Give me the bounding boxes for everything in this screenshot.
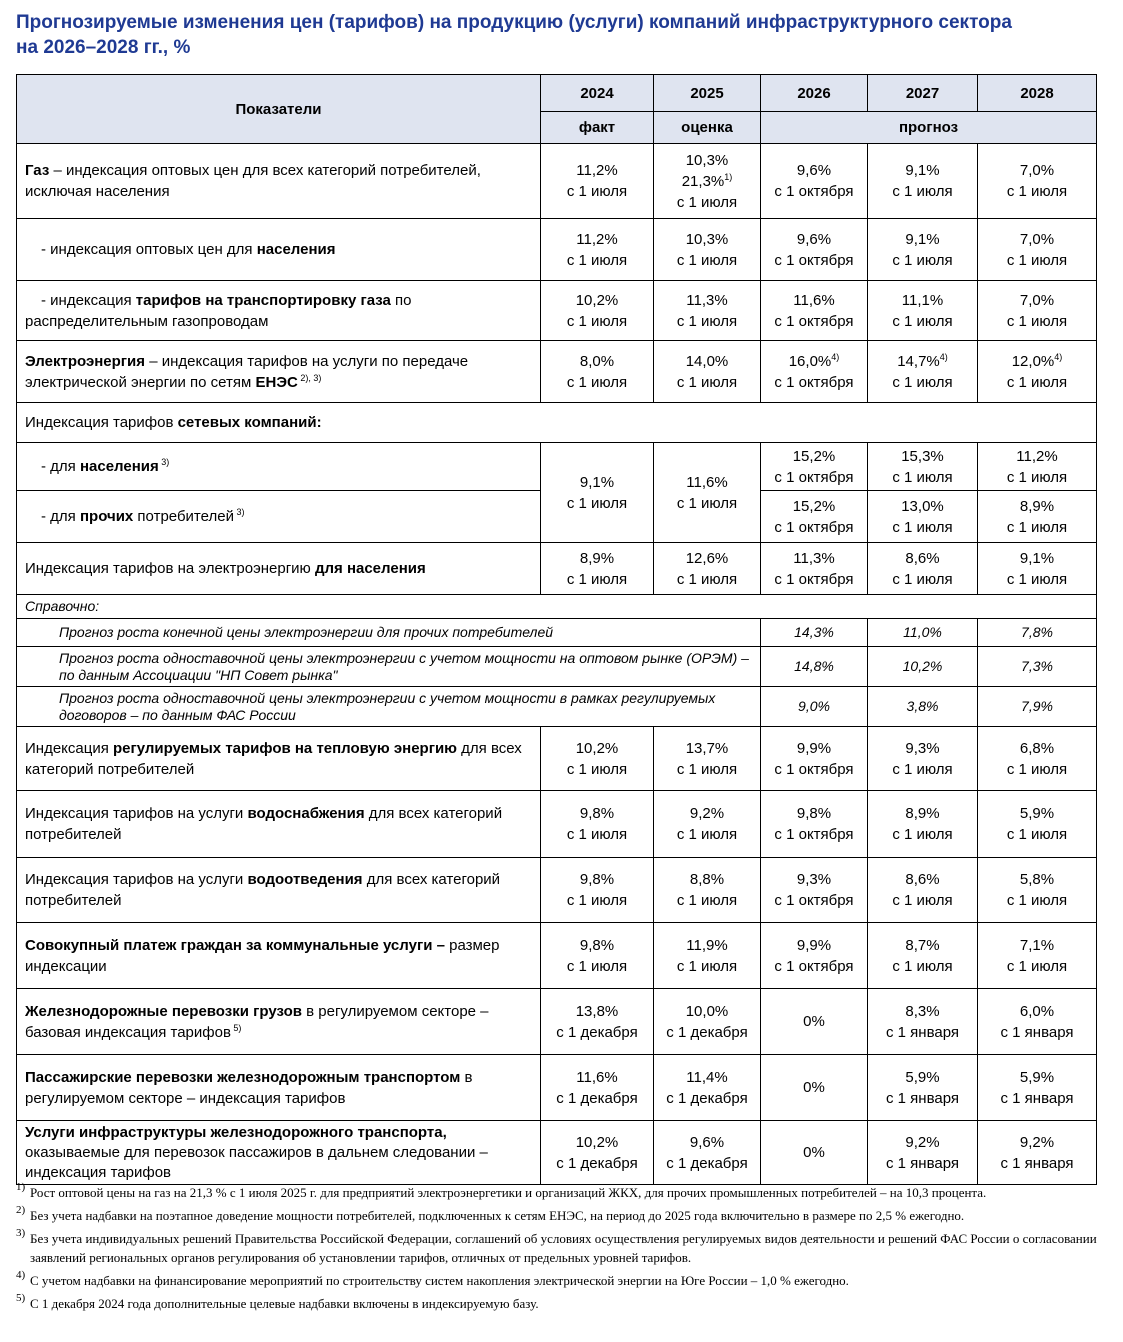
title-line-1: Прогнозируемые изменения цен (тарифов) на продукцию (услуги) компаний инфраструктурного сектора <box>16 12 1012 33</box>
header-year-2025: 2025 <box>654 75 761 112</box>
cell-2025: 11,4% с 1 декабря <box>654 1055 761 1121</box>
row-label <box>17 144 541 219</box>
cell-2025: 11,9% с 1 июля <box>654 923 761 989</box>
cell-2026: 15,2% с 1 октября <box>761 443 868 491</box>
cell-2028: 11,2% с 1 июля <box>978 443 1097 491</box>
cell-2027: 5,9% с 1 января <box>868 1055 978 1121</box>
row-label: Прогноз роста конечной цены электроэнергии для прочих потребителей <box>17 619 761 647</box>
table-row-sewer <box>17 858 1097 923</box>
label-bold: Газ <box>25 162 50 179</box>
cell-2026: 0% <box>761 989 868 1055</box>
cell-2024: 13,8% с 1 декабря <box>541 989 654 1055</box>
cell-2024: 11,6% с 1 декабря <box>541 1055 654 1121</box>
cell-2024: 10,2% с 1 июля <box>541 281 654 341</box>
table-row-grid-population <box>17 443 1097 491</box>
row-label: Электроэнергия – индексация тарифов на услуги по передаче электрической энергии по сетям ЕНЭС $^{2), 3)}$ <box>17 341 541 403</box>
cell-2027: 3,8% <box>868 687 978 727</box>
row-label: - для прочих потребителей $^{3)}$ <box>17 491 541 543</box>
header-fact: факт <box>541 112 654 144</box>
cell-2028: 7,0% с 1 июля <box>978 144 1097 219</box>
header-year-2024: 2024 <box>541 75 654 112</box>
cell-2024: 9,8% с 1 июля <box>541 923 654 989</box>
footnote: 2) Без учета надбавки на поэтапное доведение мощности потребителей, подключенных к сетям ЕНЭС, на период до 2025 года включительно в размере по 2,5 % ежегодно. <box>16 1204 965 1223</box>
table-row-rail-infrastructure <box>17 1121 1097 1185</box>
header-year-2028: 2028 <box>978 75 1097 112</box>
row-label: Индексация тарифов на электроэнергию для населения <box>17 543 541 595</box>
label-text: – индексация оптовых цен для всех категорий потребителей, исключая населения <box>25 162 481 200</box>
tariff-table <box>16 74 1097 1185</box>
row-label: - для населения $^{3)}$ <box>17 443 541 491</box>
cell-2028: 5,9% с 1 января <box>978 1055 1097 1121</box>
table-row-reference <box>17 647 1097 687</box>
table-row-electricity <box>17 341 1097 403</box>
cell-2026: 14,8% <box>761 647 868 687</box>
cell-2028: 5,8% с 1 июля <box>978 858 1097 923</box>
cell-2028: 7,3% <box>978 647 1097 687</box>
footnote-ref: 1) <box>724 171 733 182</box>
cell-2028: 7,1% с 1 июля <box>978 923 1097 989</box>
table-row-electricity-population <box>17 543 1097 595</box>
cell-2024: 11,2% с 1 июля <box>541 219 654 281</box>
row-label: Индексация тарифов на услуги водоснабжения для всех категорий потребителей <box>17 791 541 858</box>
footnote: 5) С 1 декабря 2024 года дополнительные целевые надбавки включены в индексируемую базу. <box>16 1292 539 1311</box>
header-year-2026: 2026 <box>761 75 868 112</box>
cell-2026: 9,0% <box>761 687 868 727</box>
row-label: Пассажирские перевозки железнодорожным транспортом в регулируемом секторе – индексация тарифов <box>17 1055 541 1121</box>
footnote-ref: 5) <box>230 1022 242 1033</box>
cell-2024: 9,8% с 1 июля <box>541 791 654 858</box>
cell-2027: 9,1% с 1 июля <box>868 219 978 281</box>
title-line-2: на 2026–2028 гг., % <box>16 37 191 58</box>
cell-2026: 9,6% с 1 октября <box>761 219 868 281</box>
cell-2026: 14,3% <box>761 619 868 647</box>
cell-2024: 10,2% с 1 июля <box>541 727 654 791</box>
cell-2025: 13,7% с 1 июля <box>654 727 761 791</box>
cell-2026: 15,2% с 1 октября <box>761 491 868 543</box>
row-label: - индексация тарифов на транспортировку газа по распределительным газопроводам <box>17 281 541 341</box>
cell-2028: 7,9% <box>978 687 1097 727</box>
header-estimate: оценка <box>654 112 761 144</box>
cell-2027: 9,2% с 1 января <box>868 1121 978 1185</box>
table-row-rail-passenger <box>17 1055 1097 1121</box>
cell-2028: 7,8% <box>978 619 1097 647</box>
table-row-reference <box>17 687 1097 727</box>
footnote: 1) Рост оптовой цены на газ на 21,3 % с 1 июля 2025 г. для предприятий электроэнергетики и организаций ЖКХ, для прочих промышленных потребителей – на 10,3 процента. <box>16 1181 987 1200</box>
cell-2025: 10,3% 21,3%$^{1)}$ с 1 июля <box>654 144 761 219</box>
cell-2025: 11,3% с 1 июля <box>654 281 761 341</box>
cell-2024-shared: 9,1% с 1 июля <box>541 443 654 543</box>
cell-2026: 9,6% с 1 октября <box>761 144 868 219</box>
table-row-utilities <box>17 923 1097 989</box>
cell-2027: 11,0% <box>868 619 978 647</box>
cell-2026: 11,3% с 1 октября <box>761 543 868 595</box>
table-row-gas-transport <box>17 281 1097 341</box>
cell-2027: 8,7% с 1 июля <box>868 923 978 989</box>
table-row-gas-population <box>17 219 1097 281</box>
cell-2028: 5,9% с 1 июля <box>978 791 1097 858</box>
footnote-ref: 4) <box>831 351 840 362</box>
cell-2026: 9,3% с 1 октября <box>761 858 868 923</box>
cell-2026: 11,6% с 1 октября <box>761 281 868 341</box>
table-row-grid-heading <box>17 403 1097 443</box>
footnote-ref: 3) <box>233 507 245 517</box>
cell-2025: 8,8% с 1 июля <box>654 858 761 923</box>
cell-2026: 9,8% с 1 октября <box>761 791 868 858</box>
cell-2024: 9,8% с 1 июля <box>541 858 654 923</box>
table-row-heat <box>17 727 1097 791</box>
cell-2026: 9,9% с 1 октября <box>761 727 868 791</box>
cell-2027: 8,3% с 1 января <box>868 989 978 1055</box>
cell-2028: 9,1% с 1 июля <box>978 543 1097 595</box>
reference-label: Справочно: <box>17 595 1097 619</box>
table-row-water <box>17 791 1097 858</box>
row-label: Прогноз роста одноставочной цены электроэнергии с учетом мощности на оптовом рынке (ОРЭМ) – по данным Ассоциации "НП Совет рынка" <box>17 647 761 687</box>
row-label: Индексация регулируемых тарифов на тепловую энергию для всех категорий потребителей <box>17 727 541 791</box>
cell-2026: 9,9% с 1 октября <box>761 923 868 989</box>
table-row-reference <box>17 619 1097 647</box>
cell-2027: 8,9% с 1 июля <box>868 791 978 858</box>
cell-2024: 11,2% с 1 июля <box>541 144 654 219</box>
row-label: Услуги инфраструктуры железнодорожного транспорта, оказываемые для перевозок пассажиров в дальнем следовании – индексация тарифов <box>17 1121 541 1185</box>
row-label: - индексация оптовых цен для населения <box>17 219 541 281</box>
cell-2024: 8,9% с 1 июля <box>541 543 654 595</box>
cell-2025: 10,3% с 1 июля <box>654 219 761 281</box>
cell-2026: 0% <box>761 1121 868 1185</box>
table-row-reference-heading <box>17 595 1097 619</box>
header-year-2027: 2027 <box>868 75 978 112</box>
cell-2028: 12,0%$^{4)}$ с 1 июля <box>978 341 1097 403</box>
cell-2024: 8,0% с 1 июля <box>541 341 654 403</box>
footnote-ref: 3) <box>158 457 170 467</box>
cell-2025: 12,6% с 1 июля <box>654 543 761 595</box>
cell-2025: 9,6% с 1 декабря <box>654 1121 761 1185</box>
cell-2027: 11,1% с 1 июля <box>868 281 978 341</box>
row-label: Индексация тарифов на услуги водоотведения для всех категорий потребителей <box>17 858 541 923</box>
footnote: 4) С учетом надбавки на финансирование мероприятий по строительству систем накопления электрической энергии на Юге России – 1,0 % ежегодно. <box>16 1269 849 1288</box>
header-indicators: Показатели <box>17 75 541 144</box>
cell-2028: 7,0% с 1 июля <box>978 219 1097 281</box>
cell-2027: 8,6% с 1 июля <box>868 543 978 595</box>
footnote-ref: 4) <box>939 351 948 362</box>
row-label: Индексация тарифов сетевых компаний: <box>17 403 1097 443</box>
cell-2026: 0% <box>761 1055 868 1121</box>
page-title <box>16 10 1121 60</box>
cell-2027: 14,7%$^{4)}$ с 1 июля <box>868 341 978 403</box>
table-row-gas <box>17 144 1097 219</box>
row-label: Прогноз роста одноставочной цены электроэнергии с учетом мощности в рамках регулируемых договоров – по данным ФАС России <box>17 687 761 727</box>
cell-2028: 9,2% с 1 января <box>978 1121 1097 1185</box>
cell-2028: 6,0% с 1 января <box>978 989 1097 1055</box>
cell-2027: 13,0% с 1 июля <box>868 491 978 543</box>
row-label: Железнодорожные перевозки грузов в регулируемом секторе – базовая индексация тарифов $^{5)}$ <box>17 989 541 1055</box>
table-row-rail-freight <box>17 989 1097 1055</box>
footnote: 3) Без учета индивидуальных решений Правительства Российской Федерации, соглашений об условиях осуществления регулируемых видов деятельности и решений ФАС России о согласовании заявлений региональных органов регулирования об установлении тарифов, отличных от предельных уровней тарифов. <box>16 1227 1097 1265</box>
cell-2025: 9,2% с 1 июля <box>654 791 761 858</box>
cell-2028: 8,9% с 1 июля <box>978 491 1097 543</box>
cell-2027: 9,1% с 1 июля <box>868 144 978 219</box>
cell-2025: 14,0% с 1 июля <box>654 341 761 403</box>
row-label: Совокупный платеж граждан за коммунальные услуги – размер индексации <box>17 923 541 989</box>
cell-2027: 10,2% <box>868 647 978 687</box>
cell-2027: 9,3% с 1 июля <box>868 727 978 791</box>
cell-2027: 15,3% с 1 июля <box>868 443 978 491</box>
cell-2026: 16,0%$^{4)}$ с 1 октября <box>761 341 868 403</box>
footnotes <box>16 1183 1116 1317</box>
cell-2025-shared: 11,6% с 1 июля <box>654 443 761 543</box>
cell-2027: 8,6% с 1 июля <box>868 858 978 923</box>
header-forecast: прогноз <box>761 112 1097 144</box>
cell-2028: 6,8% с 1 июля <box>978 727 1097 791</box>
cell-2028: 7,0% с 1 июля <box>978 281 1097 341</box>
footnote-ref: 2), 3) <box>297 372 322 383</box>
cell-2025: 10,0% с 1 декабря <box>654 989 761 1055</box>
footnote-ref: 4) <box>1054 351 1063 362</box>
cell-2024: 10,2% с 1 декабря <box>541 1121 654 1185</box>
